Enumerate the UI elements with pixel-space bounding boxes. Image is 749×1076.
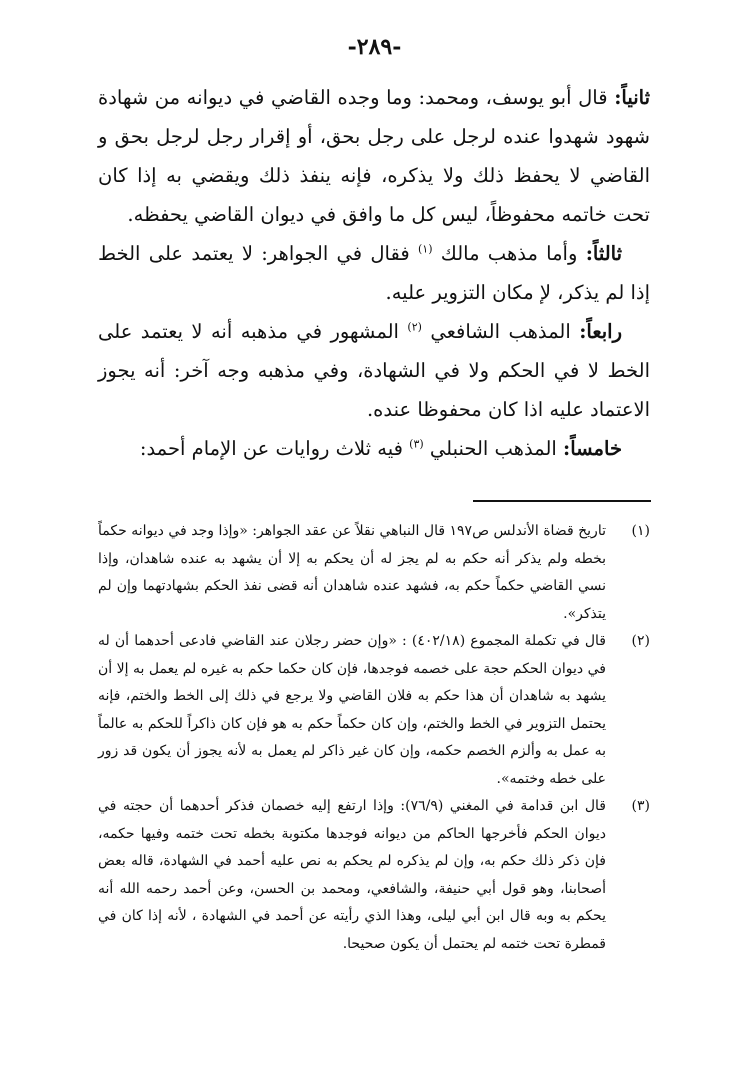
- main-text: [98, 78, 650, 468]
- paragraph-third: [98, 234, 650, 312]
- footnote-1: [98, 518, 650, 628]
- footnote-number: (٣): [631, 798, 650, 814]
- page-number: -٢٨٩-: [347, 34, 402, 60]
- paragraph-lead: ثانياً:: [614, 86, 651, 109]
- footnote-number: (٢): [631, 633, 650, 649]
- footnotes: [98, 518, 650, 958]
- paragraph-lead: رابعاً:: [579, 320, 622, 343]
- paragraph-text: فيه ثلاث روايات عن الإمام أحمد:: [139, 437, 403, 460]
- paragraph-lead: خامساً:: [563, 437, 622, 460]
- paragraph-second: [98, 78, 650, 234]
- footnote-text: تاريخ قضاة الأندلس ص١٩٧ قال النباهي نقلاً عن عقد الجواهر: «وإذا وجد في ديوانه حكماً بخطه ولم يذكر أنه حكم به لم يجز له أن يحكم به إلا أن يشهد به عنده شاهدان، وإذا نسي القاضي حكماً حكم به، فشهد عنده شاهدان أنه قضى نفذ الحكم بشهادتهما وإن لم يتذكر».: [98, 523, 606, 622]
- footnote-3: [98, 793, 650, 958]
- paragraph-fifth: [98, 429, 650, 468]
- paragraph-text: وأما مذهب مالك: [440, 242, 578, 265]
- footnote-divider: [473, 500, 651, 502]
- footnote-reference: (٣): [409, 437, 424, 451]
- footnote-2: [98, 628, 650, 793]
- footnote-reference: (١): [417, 242, 433, 256]
- paragraph-text: فقال في الجواهر: لا يعتمد على الخط إذا لم يذكر، لإ مكان التزوير عليه.: [98, 242, 650, 304]
- footnote-reference: (٢): [407, 320, 422, 334]
- footnote-text: قال ابن قدامة في المغني (٧٦/٩): وإذا ارتفع إليه خصمان فذكر أحدهما أن حجته في ديوان الحكم فأخرجها الحاكم من ديوانه فوجدها مكتوبة بخطه تحت ختمه وفيها حكمه، فإن ذكر ذلك حكم به، وإن لم يذكره لم يحكم به نص عليه أحمد في الشهادة، قاله بعض أصحابنا، وهو قول أبي حنيفة، والشافعي، ومحمد بن الحسن، وعن أحمد رحمه الله أنه يحكم به وبه قال ابن أبي ليلى، وهذا الذي رأيته عن أحمد في الشهادة ، لأنه إذا كان في قمطرة تحت ختمه لم يحتمل أن يكون صحيحا.: [98, 798, 606, 952]
- paragraph-text: المشهور في مذهبه أنه لا يعتمد على الخط لا في الحكم ولا في الشهادة، وفي مذهبه وجه آخر: أنه يجوز الاعتماد عليه اذا كان محفوظا عنده.: [98, 320, 650, 421]
- paragraph-text: المذهب الشافعي: [430, 320, 571, 343]
- paragraph-text: المذهب الحنبلي: [429, 437, 557, 460]
- paragraph-text: قال أبو يوسف، ومحمد: وما وجده القاضي في ديوانه من شهادة شهود شهدوا عنده لرجل على رجل بحق، أو إقرار رجل لرجل بحق و القاضي لا يحفظ ذلك ولا يذكره، فإنه ينفذ ذلك ويقضي به إذا كان تحت خاتمه محفوظاً، ليس كل ما وافق في ديوان القاضي يحفظه.: [98, 86, 650, 226]
- footnote-number: (١): [631, 523, 650, 539]
- paragraph-fourth: [98, 312, 650, 429]
- footnote-text: قال في تكملة المجموع (٤٠٢/١٨) : «وإن حضر رجلان عند القاضي فادعى أحدهما أن له في ديوان الحكم حجة على خصمه فوجدها، فإن كان حكما حكم به غيره لم يعمل به إلا أن يشهد به شاهدان أن هذا حكم به فلان القاضي ولا يرجع في ذلك إلى الخط والختم، فإنه يحتمل التزوير في الخط والختم، وإن كان حكماً حكم به هو فإن كان ذاكراً للحكم به عالماً به عمل به وألزم الخصم حكمه، وإن كان غير ذاكر لم يعمل به لأنه يجوز أن يكون قد زور على خطه وختمه».: [98, 633, 606, 787]
- paragraph-lead: ثالثاً:: [585, 242, 623, 265]
